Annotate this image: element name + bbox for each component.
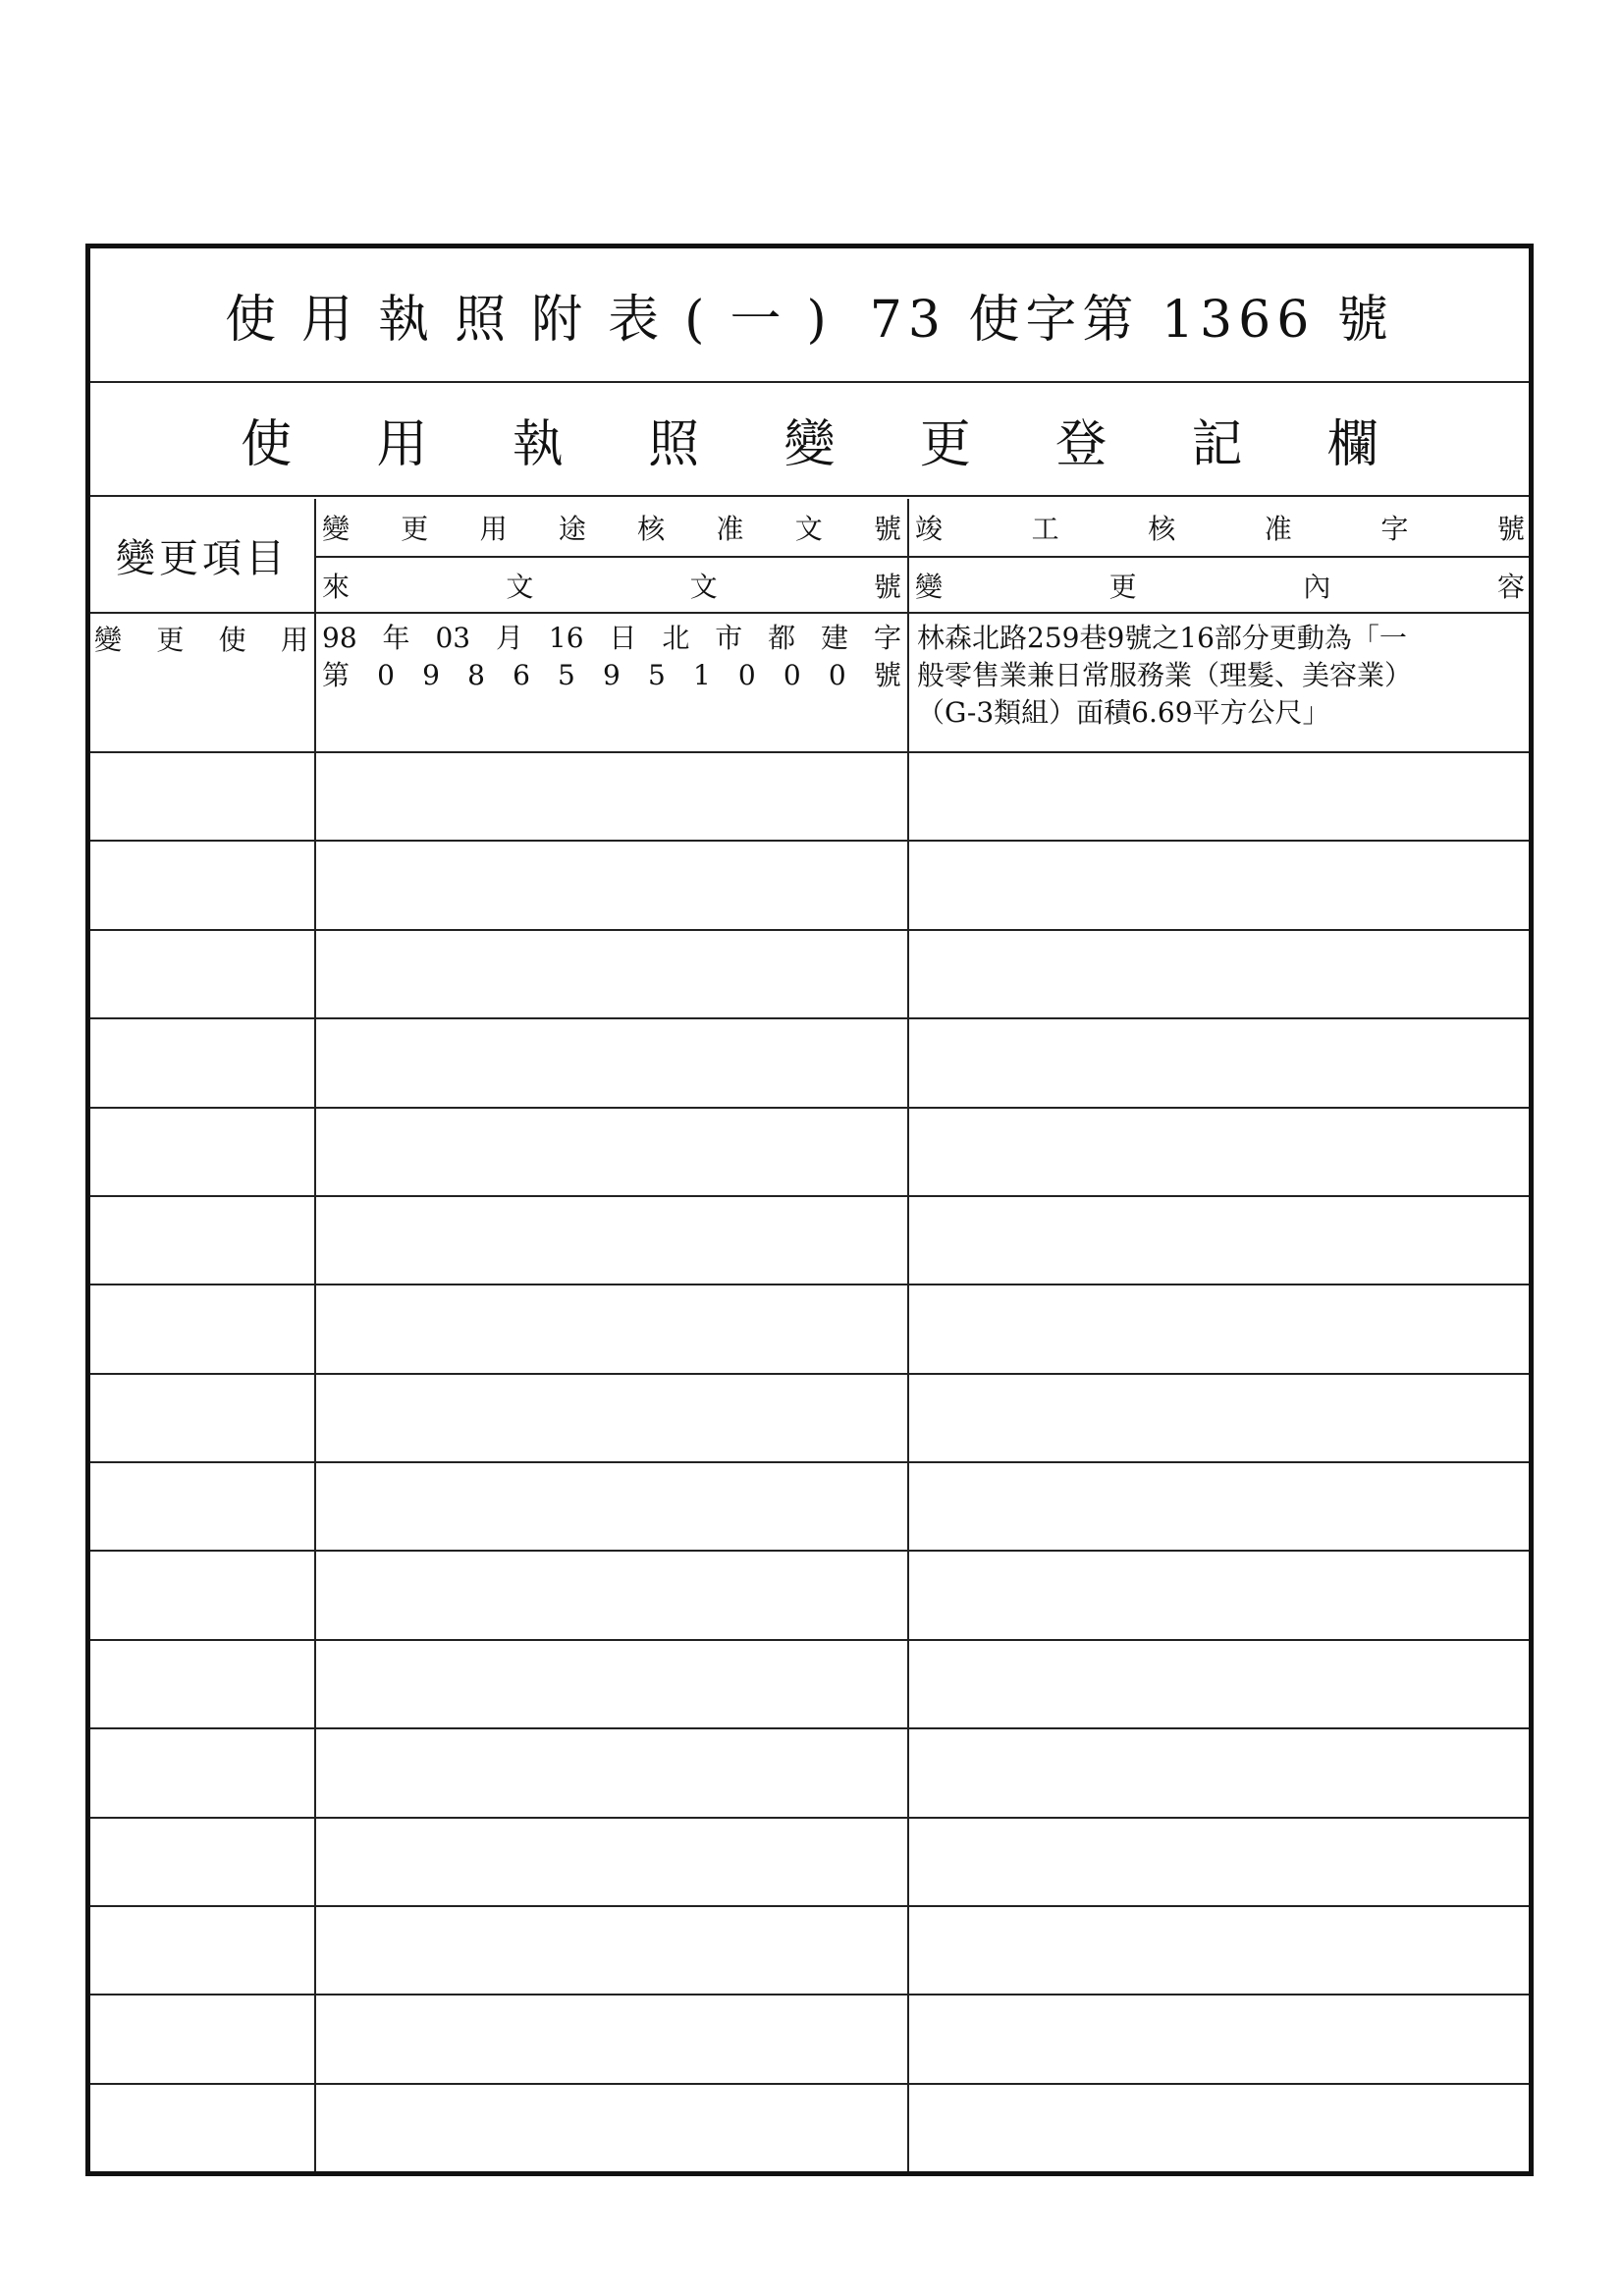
header-char: 准 xyxy=(716,513,744,545)
entry-item-char: 使 xyxy=(218,624,246,656)
doc-token: 日 xyxy=(609,622,637,654)
heading-char: 照 xyxy=(648,414,700,474)
header-char: 來 xyxy=(322,570,351,603)
title-text: 使用執照附表(一) xyxy=(225,291,852,350)
entry-document-number xyxy=(318,614,905,751)
row-separator xyxy=(90,1550,1529,1552)
doc-token: 5 xyxy=(647,659,666,691)
row-separator xyxy=(90,1639,1529,1641)
doc-token: 98 xyxy=(322,622,357,654)
header-char: 號 xyxy=(873,513,901,545)
row-separator xyxy=(90,1284,1529,1285)
doc-token: 字 xyxy=(873,622,901,654)
header-char: 文 xyxy=(689,570,718,603)
heading-char: 用 xyxy=(376,414,428,474)
heading-char: 欄 xyxy=(1326,414,1378,474)
row-separator xyxy=(90,929,1529,931)
doc-token: 8 xyxy=(467,659,485,691)
entry-item-char: 用 xyxy=(280,624,308,656)
header-char: 核 xyxy=(637,513,666,545)
heading-char: 更 xyxy=(919,414,971,474)
header-char: 途 xyxy=(558,513,586,545)
doc-token: 都 xyxy=(768,622,796,654)
content-line: （G-3類組）面積6.69平方公尺」 xyxy=(917,696,1330,729)
header-char: 字 xyxy=(1380,513,1409,545)
header-char: 內 xyxy=(1303,570,1331,603)
doc-token: 第 xyxy=(322,659,351,691)
doc-token: 0 xyxy=(783,659,801,691)
doc-token: 號 xyxy=(873,659,901,691)
heading-char: 執 xyxy=(512,414,564,474)
doc-line-1 xyxy=(322,620,901,657)
header-char: 竣 xyxy=(915,513,944,545)
heading-char: 記 xyxy=(1191,414,1243,474)
row-separator xyxy=(90,1107,1529,1109)
license-attachment-table xyxy=(85,244,1534,2176)
doc-token: 16 xyxy=(548,622,584,654)
doc-token: 市 xyxy=(715,622,743,654)
doc-token: 6 xyxy=(513,659,530,691)
row-separator xyxy=(90,1727,1529,1729)
header-char: 核 xyxy=(1148,513,1176,545)
header-char: 變 xyxy=(915,570,944,603)
header-char: 更 xyxy=(1108,570,1137,603)
doc-token: 月 xyxy=(495,622,523,654)
heading-char: 登 xyxy=(1055,414,1108,474)
header-char: 文 xyxy=(794,513,823,545)
row-separator xyxy=(90,1373,1529,1375)
header-char: 文 xyxy=(506,570,534,603)
doc-token: 9 xyxy=(603,659,621,691)
row-separator xyxy=(90,1905,1529,1907)
column-divider xyxy=(314,499,316,2171)
doc-token: 年 xyxy=(382,622,410,654)
register-grid xyxy=(90,499,1529,2171)
entry-change-content xyxy=(911,614,1529,751)
doc-token: 5 xyxy=(558,659,575,691)
content-line: 般零售業兼日常服務業（理髮、美容業） xyxy=(917,659,1413,691)
row-separator xyxy=(90,1817,1529,1819)
doc-token: 0 xyxy=(828,659,846,691)
row-separator xyxy=(90,2083,1529,2085)
row-separator xyxy=(90,1195,1529,1197)
header-char: 號 xyxy=(1496,513,1525,545)
document-title xyxy=(90,248,1529,383)
row-separator xyxy=(90,751,1529,753)
header-char: 容 xyxy=(1496,570,1525,603)
entry-item-char: 更 xyxy=(156,624,185,656)
header-char: 更 xyxy=(401,513,429,545)
heading-char: 使 xyxy=(241,414,293,474)
header-char: 變 xyxy=(322,513,351,545)
doc-token: 建 xyxy=(821,622,849,654)
entry-item-char: 變 xyxy=(94,624,123,656)
row-separator xyxy=(90,1994,1529,1995)
content-line: 林森北路259巷9號之16部分更動為「一 xyxy=(917,622,1407,654)
entry-item xyxy=(90,614,312,663)
incoming-document-header xyxy=(318,558,905,612)
item-column-header: 變更項目 xyxy=(116,536,289,581)
doc-token: 9 xyxy=(422,659,440,691)
doc-token: 北 xyxy=(662,622,690,654)
change-content-header xyxy=(911,558,1529,612)
row-separator xyxy=(90,840,1529,842)
approval-number-header xyxy=(318,499,905,556)
header-char: 工 xyxy=(1031,513,1059,545)
row-separator xyxy=(90,1461,1529,1463)
header-char: 號 xyxy=(873,570,901,603)
doc-line-2 xyxy=(322,657,901,694)
section-heading xyxy=(90,383,1529,497)
column-divider xyxy=(907,499,909,2171)
completion-number-header xyxy=(911,499,1529,556)
heading-char: 變 xyxy=(783,414,836,474)
header-char: 准 xyxy=(1264,513,1292,545)
doc-token: 03 xyxy=(435,622,471,654)
header-char: 用 xyxy=(479,513,508,545)
doc-token: 1 xyxy=(692,659,711,691)
doc-token: 0 xyxy=(737,659,756,691)
license-number: 73 使字第 1366 號 xyxy=(869,291,1394,350)
doc-token: 0 xyxy=(377,659,395,691)
row-separator xyxy=(90,1017,1529,1019)
